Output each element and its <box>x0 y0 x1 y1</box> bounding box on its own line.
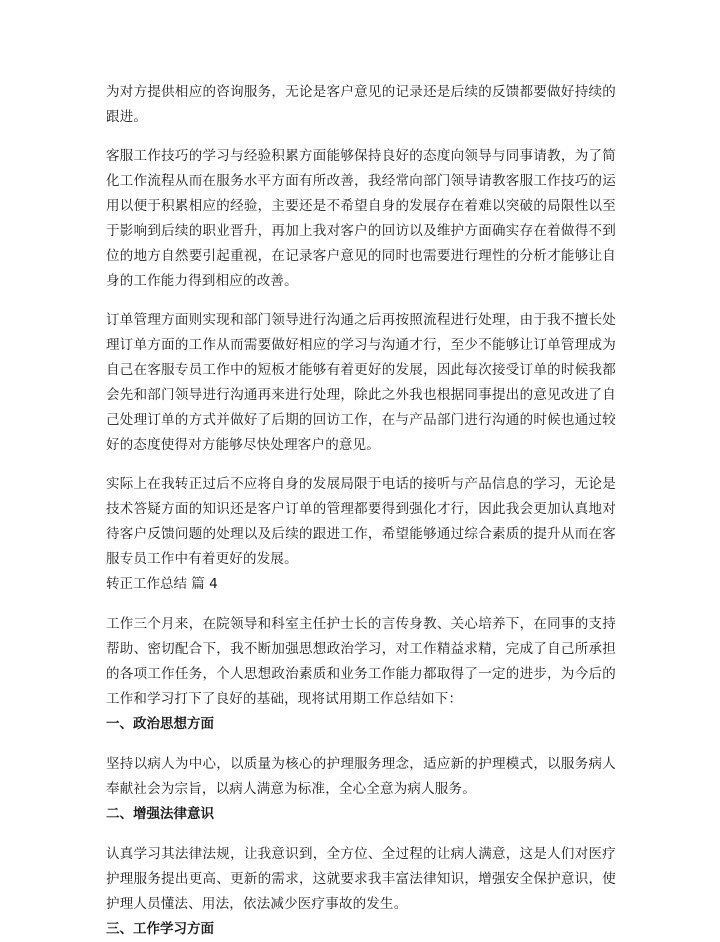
paragraph-order-management: 订单管理方面则实现和部门领导进行沟通之后再按照流程进行处理，由于我不擅长处理订单方面的工作从而需要做好相应的学习与沟通才行，至少不能够让订单管理成为自己在客服专员工作中的短板才能够有着更好的发展，因此每次接受订单的时候我都会先和部门领导进行沟通再来进行处理，除此之外我也根据同事提出的意见改进了自己处理订单的方式并做好了后期的回访工作，在与产品部门进行沟通的时候也通过较好的态度使得对方能够尽快处理客户的意见。 <box>106 312 616 453</box>
paragraph-legal-study: 认真学习其法律法规，让我意识到，全方位、全过程的让病人满意，这是人们对医疗护理服务提出更高、更新的需求，这就要求我丰富法律知识，增强安全保护意识，使护理人员懂法、用法，依法减少医疗事故的发生。 <box>106 846 616 912</box>
paragraph-consulting-followup: 为对方提供相应的咨询服务，无论是客户意见的记录还是后续的反馈都要做好持续的跟进。 <box>106 84 616 125</box>
heading-work-study: 三、工作学习方面 <box>106 921 214 937</box>
heading-political-thought: 一、政治思想方面 <box>106 716 214 732</box>
paragraph-post-confirmation: 实际上在我转正过后不应将自身的发展局限于电话的接听与产品信息的学习，无论是技术答疑方面的知识还是客户订单的管理都要得到强化才行，因此我会更加认真地对待客户反馈问题的处理以及后续的跟进工作，希望能够通过综合素质的提升从而在客服专员工作中有着更好的发展。 <box>106 476 616 567</box>
paragraph-patient-centered: 坚持以病人为中心，以质量为核心的护理服务理念，适应新的护理模式，以服务病人奉献社会为宗旨，以病人满意为标准，全心全意为病人服务。 <box>106 756 616 797</box>
paragraph-service-skills: 客服工作技巧的学习与经验积累方面能够保持良好的态度向领导与同事请教，为了简化工作流程从而在服务水平方面有所改善，我经常向部门领导请教客服工作技巧的运用以便于积累相应的经验，主要还是不希望自身的发展存在着难以突破的局限性以至于影响到后续的职业晋升，再加上我对客户的回访以及维护方面确实存在着做得不到位的地方自然要引起重视，在记录客户意见的同时也需要进行理性的分析才能够让自身的工作能力得到相应的改善。 <box>106 148 616 289</box>
document-page <box>106 80 616 942</box>
heading-legal-awareness: 二、增强法律意识 <box>106 806 214 822</box>
section-title: 转正工作总结 篇 4 <box>106 576 218 592</box>
paragraph-three-months-summary: 工作三个月来，在院领导和科室主任护士长的言传身教、关心培养下，在同事的支持帮助、密切配合下，我不断加强思想政治学习，对工作精益求精，完成了自己所承担的各项工作任务，个人思想政治素质和业务工作能力都取得了一定的进步，为今后的工作和学习打下了良好的基础，现将试用期工作总结如下： <box>106 616 616 707</box>
